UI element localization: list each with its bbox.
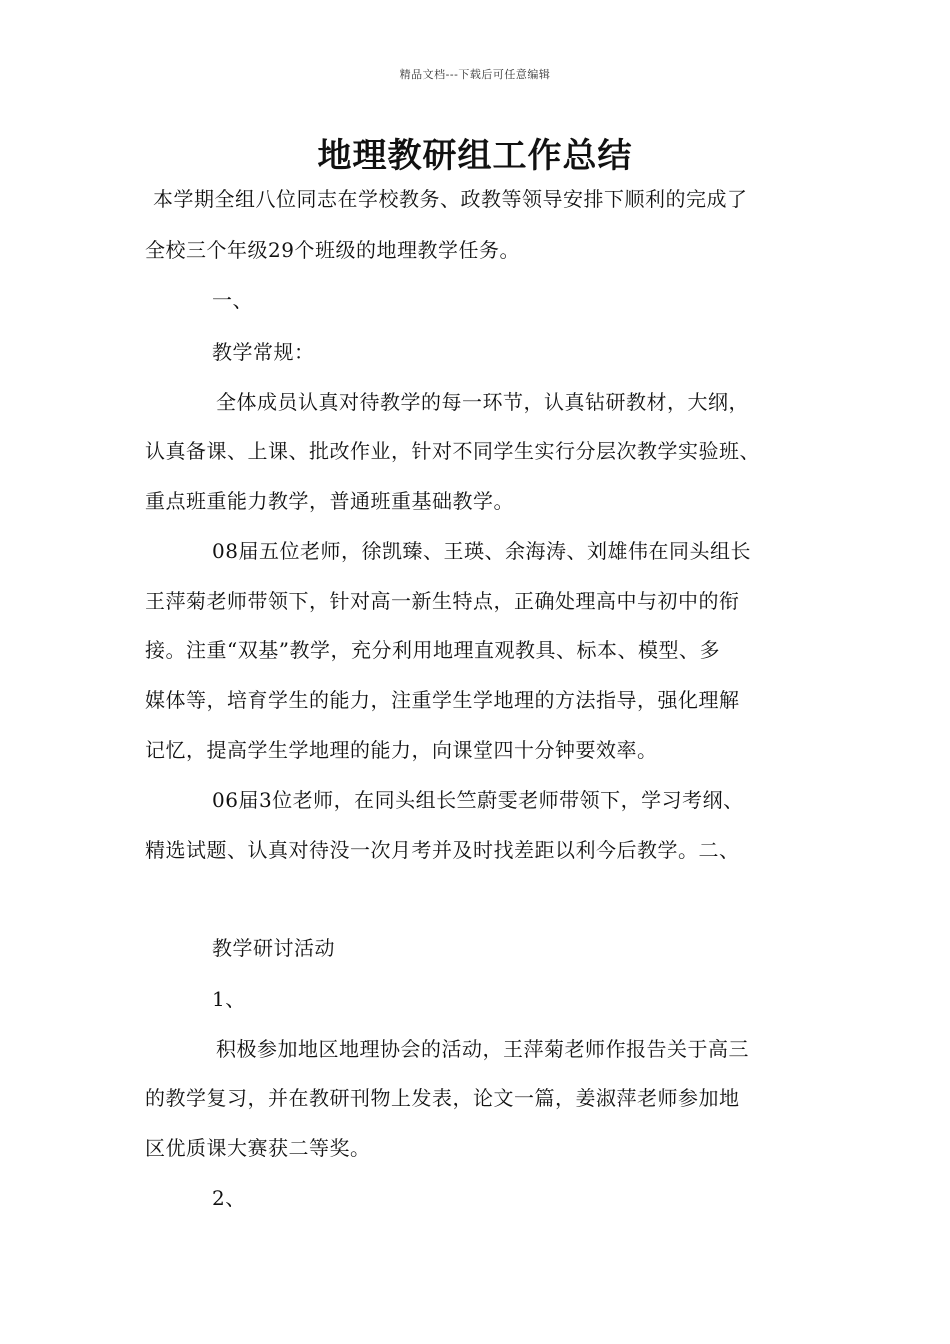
- section-number-1: 一、: [212, 288, 253, 312]
- body-line-10: 接。注重“双基”教学，充分利用地理直观教具、标本、模型、多: [145, 638, 720, 662]
- body-line-19: 区优质课大赛获二等奖。: [145, 1136, 371, 1160]
- body-line-8: 08届五位老师，徐凯臻、王瑛、余海涛、刘雄伟在同头组长: [212, 539, 751, 563]
- section-heading-teaching-routine: 教学常规：: [212, 340, 315, 364]
- body-line-14: 精选试题、认真对待没一次月考并及时找差距以利今后教学。二、: [145, 838, 740, 862]
- body-line-13: 06届3位老师，在同头组长竺蔚雯老师带领下，学习考纲、: [212, 788, 744, 812]
- body-line-7: 重点班重能力教学，普通班重基础教学。: [145, 489, 514, 513]
- body-line-5: 全体成员认真对待教学的每一环节，认真钻研教材，大纲，: [216, 390, 749, 414]
- section-heading-research-activities: 教学研讨活动: [212, 936, 335, 960]
- body-line-11: 媒体等，培育学生的能力，注重学生学地理的方法指导，强化理解: [145, 688, 740, 712]
- body-line-6: 认真备课、上课、批改作业，针对不同学生实行分层次教学实验班、: [145, 439, 760, 463]
- body-line-12: 记忆，提高学生学地理的能力，向课堂四十分钟要效率。: [145, 738, 658, 762]
- header-note: 精品文档---下载后可任意编辑: [399, 68, 551, 81]
- body-line-18: 的教学复习，并在教研刊物上发表，论文一篇，姜淑萍老师参加地: [145, 1086, 740, 1110]
- body-line-9: 王萍菊老师带领下，针对高一新生特点，正确处理高中与初中的衔: [145, 589, 740, 613]
- item-number-2: 2、: [212, 1186, 246, 1210]
- item-number-1: 1、: [212, 987, 246, 1011]
- body-line-2: 全校三个年级29个班级的地理教学任务。: [145, 238, 520, 262]
- document-title: 地理教研组工作总结: [317, 136, 633, 176]
- body-line-17: 积极参加地区地理协会的活动，王萍菊老师作报告关于高三: [216, 1037, 749, 1061]
- body-line-1: 本学期全组八位同志在学校教务、政教等领导安排下顺利的完成了: [153, 187, 748, 211]
